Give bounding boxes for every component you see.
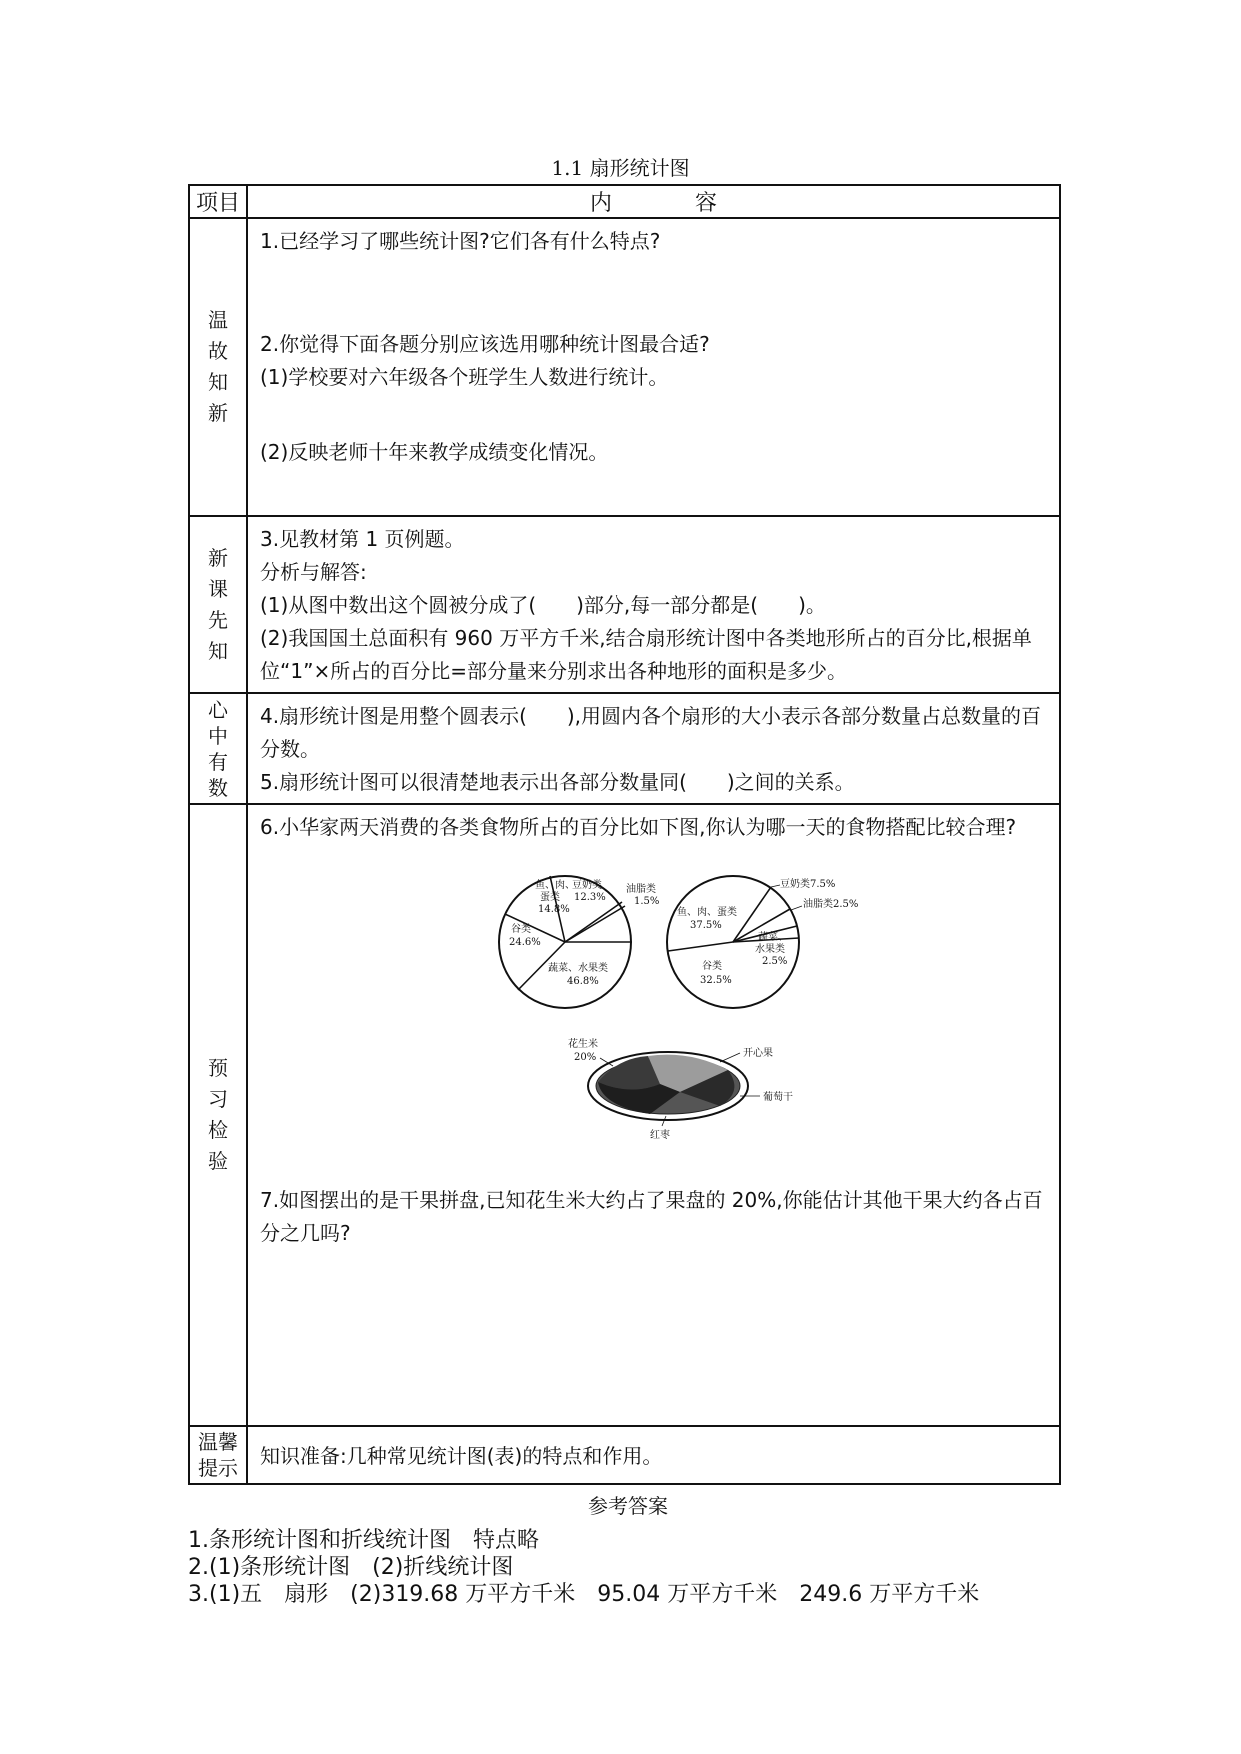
section-content-mind — [247, 693, 1060, 804]
pie1-fish-label-b: 蛋类 — [540, 892, 560, 903]
question-1: 1.已经学习了哪些统计图?它们各有什么特点? — [260, 229, 661, 253]
pie1-grain-pct: 24.6% — [509, 937, 541, 948]
section-review — [189, 218, 1060, 516]
pie2-bean-label: 豆奶类7.5% — [780, 879, 836, 890]
question-3: 3.见教材第 1 页例题。 — [260, 527, 465, 551]
question-5: 5.扇形统计图可以很清楚地表示出各部分数量同( )之间的关系。 — [260, 770, 855, 794]
pie1-fish-label-a: 鱼、肉、 — [535, 880, 575, 891]
answer-2: 2.(1)条形统计图 (2)折线统计图 — [188, 1555, 514, 1580]
pie2-grain-pct: 32.5% — [700, 975, 732, 986]
plate-raisin-label: 葡萄干 — [763, 1092, 793, 1103]
analysis-label: 分析与解答: — [260, 560, 367, 584]
pie1-veg-pct: 46.8% — [567, 976, 599, 987]
pie2-fish-label: 鱼、肉、蛋类 — [677, 907, 737, 918]
plate-peanut-label: 花生米 — [568, 1039, 598, 1050]
question-7: 7.如图摆出的是干果拼盘,已知花生米大约占了果盘的 20%,你能估计其他干果大约各占百分之几吗? — [260, 1188, 1043, 1245]
pie2-oil-label: 油脂类2.5% — [803, 899, 859, 910]
section-content-tip — [247, 1426, 1060, 1484]
pie2-veg-label-a: 蔬菜、 — [758, 932, 788, 943]
dried-fruit-plate — [568, 1037, 793, 1141]
section-label-mind: 心中有数 — [189, 693, 247, 804]
section-label-preview: 预习检验 — [189, 804, 247, 1426]
section-label-new: 新课先知 — [189, 516, 247, 693]
pie2-veg-label-b: 水果类 — [755, 944, 785, 955]
question-6: 6.小华家两天消费的各类食物所占的百分比如下图,你认为哪一天的食物搭配比较合理? — [260, 815, 1017, 839]
pie-chart-day2 — [667, 876, 858, 1008]
section-mind — [189, 693, 1060, 804]
pie-chart-day1 — [499, 876, 659, 1008]
section-content-new — [247, 516, 1060, 693]
table-header-row — [189, 185, 1060, 218]
food-figures — [250, 844, 1098, 1184]
tip-text: 知识准备:几种常见统计图(表)的特点和作用。 — [260, 1443, 663, 1468]
pie1-veg-label: 蔬菜、水果类 — [548, 963, 608, 974]
question-2-2: (2)反映老师十年来教学成绩变化情况。 — [260, 440, 609, 464]
section-content-preview — [247, 804, 1060, 1426]
section-new — [189, 516, 1060, 693]
section-content-review — [247, 218, 1060, 516]
section-preview — [189, 804, 1060, 1426]
plate-pistachio-label: 开心果 — [743, 1048, 773, 1059]
question-2-1: (1)学校要对六年级各个班学生人数进行统计。 — [260, 365, 669, 389]
header-content: 内 容 — [247, 185, 1060, 218]
question-2: 2.你觉得下面各题分别应该选用哪种统计图最合适? — [260, 332, 710, 356]
question-3-2: (2)我国国土总面积有 960 万平方千米,结合扇形统计图中各类地形所占的百分比,根据单位“1”×所占的百分比=部分量来分别求出各种地形的面积是多少。 — [260, 626, 1032, 683]
pie1-grain-label: 谷类 — [511, 924, 531, 935]
pie1-fish-pct: 14.8% — [538, 904, 570, 915]
pie1-oil-pct: 1.5% — [634, 896, 660, 907]
page-title: 1.1 扇形统计图 — [551, 156, 690, 180]
question-3-1: (1)从图中数出这个圆被分成了( )部分,每一部分都是( )。 — [260, 593, 826, 617]
question-4: 4.扇形统计图是用整个圆表示( ),用圆内各个扇形的大小表示各部分数量占总数量的百分数。 — [260, 704, 1042, 761]
pie1-oil-label: 油脂类 — [626, 884, 656, 895]
plate-date-label: 红枣 — [650, 1130, 670, 1141]
pie2-veg-pct: 2.5% — [762, 956, 788, 967]
worksheet-table — [188, 184, 1061, 1485]
section-tip — [189, 1426, 1060, 1484]
answers-title: 参考答案 — [588, 1494, 668, 1518]
pie2-fish-pct: 37.5% — [690, 920, 722, 931]
section-label-review: 温故知新 — [189, 218, 247, 516]
figures-area — [260, 844, 1049, 1184]
answer-3: 3.(1)五 扇形 (2)319.68 万平方千米 95.04 万平方千米 249.6 万平方千米 — [188, 1582, 980, 1607]
pie1-bean-label: 豆奶类 — [572, 880, 602, 891]
header-item: 项目 — [189, 185, 247, 218]
plate-peanut-pct: 20% — [574, 1052, 597, 1063]
answers-section — [188, 1490, 1068, 1608]
pie2-grain-label: 谷类 — [702, 961, 722, 972]
pie1-bean-pct: 12.3% — [574, 892, 606, 903]
section-label-tip: 温馨提示 — [189, 1426, 247, 1484]
answer-1: 1.条形统计图和折线统计图 特点略 — [188, 1528, 539, 1553]
